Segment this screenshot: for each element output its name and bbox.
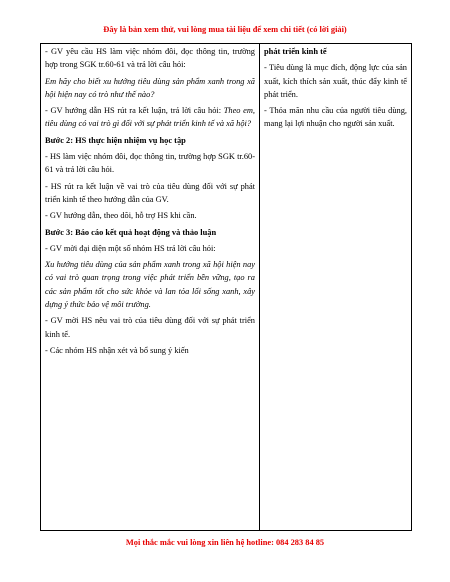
guidance-paragraph [45, 104, 255, 131]
report-paragraph: - GV mời đại diện một số nhóm HS trả lời câu hỏi: [45, 243, 216, 253]
feedback-paragraph: - Các nhóm HS nhận xét và bổ sung ý kiến [45, 345, 189, 355]
result-point-1: - Tiêu dùng là mục đích, động lực của sản xuất, kích thích sản xuất, thúc đẩy kinh tế phát triển. [264, 63, 407, 99]
guidance-question: Theo em, tiêu dùng có vai trò gì đối với sự phát triển kinh tế và xã hội? [45, 106, 256, 129]
role-paragraph: - GV mời HS nêu vai trò của tiêu dùng đối với sự phát triển kinh tế. [45, 316, 255, 339]
question-paragraph: Em hãy cho biết xu hướng tiêu dùng sản phẩm xanh trong xã hội hiện nay có trò như thế nào? [45, 76, 255, 99]
lesson-table [40, 43, 412, 531]
step-2-heading: Bước 2: HS thực hiện nhiệm vụ học tập [45, 135, 186, 145]
preview-notice: Đây là bản xem thử, vui lòng mua tài liệu để xem chi tiết (có lời giải) [103, 25, 347, 34]
step-3-heading: Bước 3: Báo cáo kết quả hoạt động và thảo luận [45, 227, 217, 237]
hotline-footer: Mọi thắc mắc vui lòng xin liên hệ hotline: 084 283 84 85 [125, 538, 325, 547]
table-row [41, 44, 412, 531]
student-conclusion-paragraph: - HS rút ra kết luận về vai trò của tiêu dùng đối với sự phát triển kinh tế theo hướng dẫn của GV. [45, 181, 255, 204]
guidance-text: - GV hướng dẫn HS rút ra kết luận, trả lời câu hỏi: [45, 106, 224, 116]
instruction-paragraph: - GV yêu cầu HS làm việc nhóm đôi, đọc thông tin, trường hợp trong SGK tr.60-61 và trả lời câu hỏi: [45, 47, 255, 70]
answer-paragraph: Xu hướng tiêu dùng của sản phẩm xanh trong xã hội hiện nay có vai trò quan trọng trong việc phát triển bền vững, tạo ra các sản phẩm tốt cho sức khỏe và lan tỏa lối sống xanh, xây dựng ý thức bảo vệ môi trường. [45, 260, 255, 310]
expected-result-cell [260, 44, 412, 531]
student-task-paragraph: - HS làm việc nhóm đôi, đọc thông tin, trường hợp SGK tr.60-61 và trả lời câu hỏi. [45, 152, 255, 175]
teacher-support-paragraph: - GV hướng dẫn, theo dõi, hỗ trợ HS khi cần. [45, 211, 197, 221]
result-point-2: - Thỏa mãn nhu cầu của người tiêu dùng, mang lại lợi nhuận cho người sản xuất. [264, 106, 407, 129]
teacher-activity-cell [41, 44, 260, 531]
result-heading: phát triển kinh tế [264, 47, 327, 56]
